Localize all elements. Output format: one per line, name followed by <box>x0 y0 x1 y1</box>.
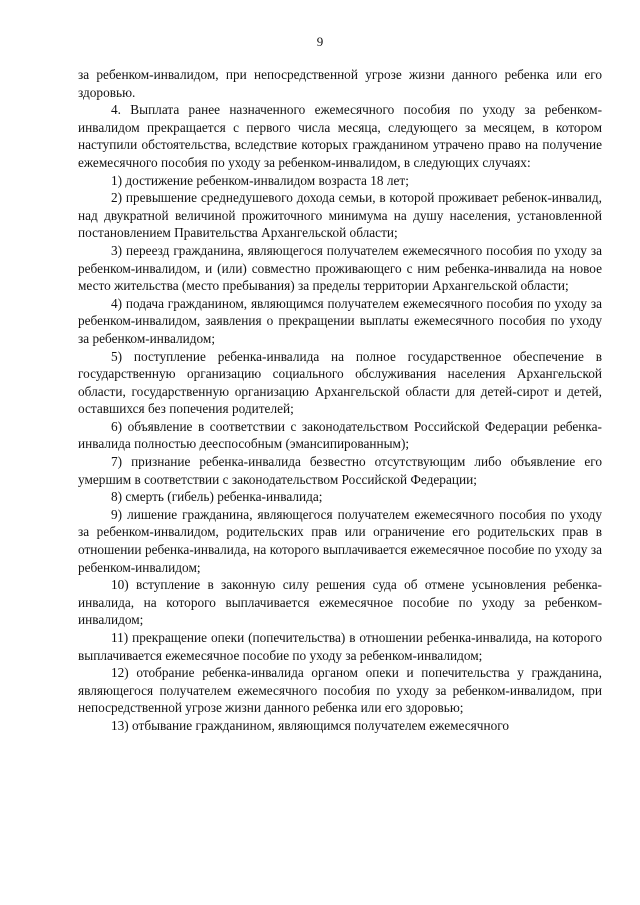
list-item-4: 4) подача гражданином, являющимся получателем ежемесячного пособия по уходу за ребенком-инвалидом, заявления о прекращении выплаты ежемесячного пособия по уходу за ребенком-инвалидом; <box>78 295 602 346</box>
list-item-11: 11) прекращение опеки (попечительства) в отношении ребенка-инвалида, на которого выплачивается ежемесячное пособие по уходу за ребенком-инвалидом; <box>78 630 602 663</box>
list-item-2: 2) превышение среднедушевого дохода семьи, в которой проживает ребенок-инвалид, над двукратной величиной прожиточного минимума на душу населения, установленной постановлением Правительства Архангельской области; <box>78 190 602 241</box>
page-number: 9 <box>316 34 324 49</box>
list-item-9: 9) лишение гражданина, являющегося получателем ежемесячного пособия по уходу за ребенком-инвалидом, родительских прав или ограничение его родительских прав в отношении ребенка-инвалида, на которого выплачивается ежемесячное пособие по уходу за ребенком-инвалидом; <box>78 506 602 575</box>
list-item-1: 1) достижение ребенком-инвалидом возраста 18 лет; <box>111 172 409 188</box>
list-item-3: 3) переезд гражданина, являющегося получателем ежемесячного пособия по уходу за ребенком-инвалидом, и (или) совместно проживающего с ним ребенка-инвалида на новое место жительства (место пребывания) за пределы территории Архангельской области; <box>78 242 602 294</box>
list-item-5: 5) поступление ребенка-инвалида на полное государственное обеспечение в государственную организацию социального обслуживания населения Архангельской области, государственную организацию Архангельской области для детей-сирот и детей, оставшихся без попечения родителей; <box>78 348 602 417</box>
list-item-10: 10) вступление в законную силу решения суда об отмене усыновления ребенка-инвалида, на которого выплачивается ежемесячное пособие по уходу за ребенком-инвалидом; <box>78 577 602 628</box>
list-item-13: 13) отбывание гражданином, являющимся получателем ежемесячного <box>111 717 509 733</box>
paragraph-continuation: за ребенком-инвалидом, при непосредственной угрозе жизни данного ребенка или его здоровью. <box>78 67 602 100</box>
list-item-6: 6) объявление в соответствии с законодательством Российской Федерации ребенка-инвалида полностью дееспособным (эмансипированным); <box>78 418 602 452</box>
list-item-8: 8) смерть (гибель) ребенка-инвалида; <box>111 489 323 505</box>
document-body <box>78 66 602 735</box>
paragraph-section-4: 4. Выплата ранее назначенного ежемесячного пособия по уходу за ребенком-инвалидом прекращается с первого числа месяца, следующего за месяцем, в котором наступили обстоятельства, вследствие которых гражданином утрачено право на получение ежемесячного пособия по уходу за ребенком-инвалидом, в следующих случаях: <box>78 102 602 170</box>
list-item-7: 7) признание ребенка-инвалида безвестно отсутствующим либо объявление его умершим в соответствии с законодательством Российской Федерации; <box>78 454 602 487</box>
list-item-12: 12) отобрание ребенка-инвалида органом опеки и попечительства у гражданина, являющегося получателем ежемесячного пособия по уходу за ребенком-инвалидом, при непосредственной угрозе жизни данного ребенка или его здоровью; <box>78 665 602 716</box>
